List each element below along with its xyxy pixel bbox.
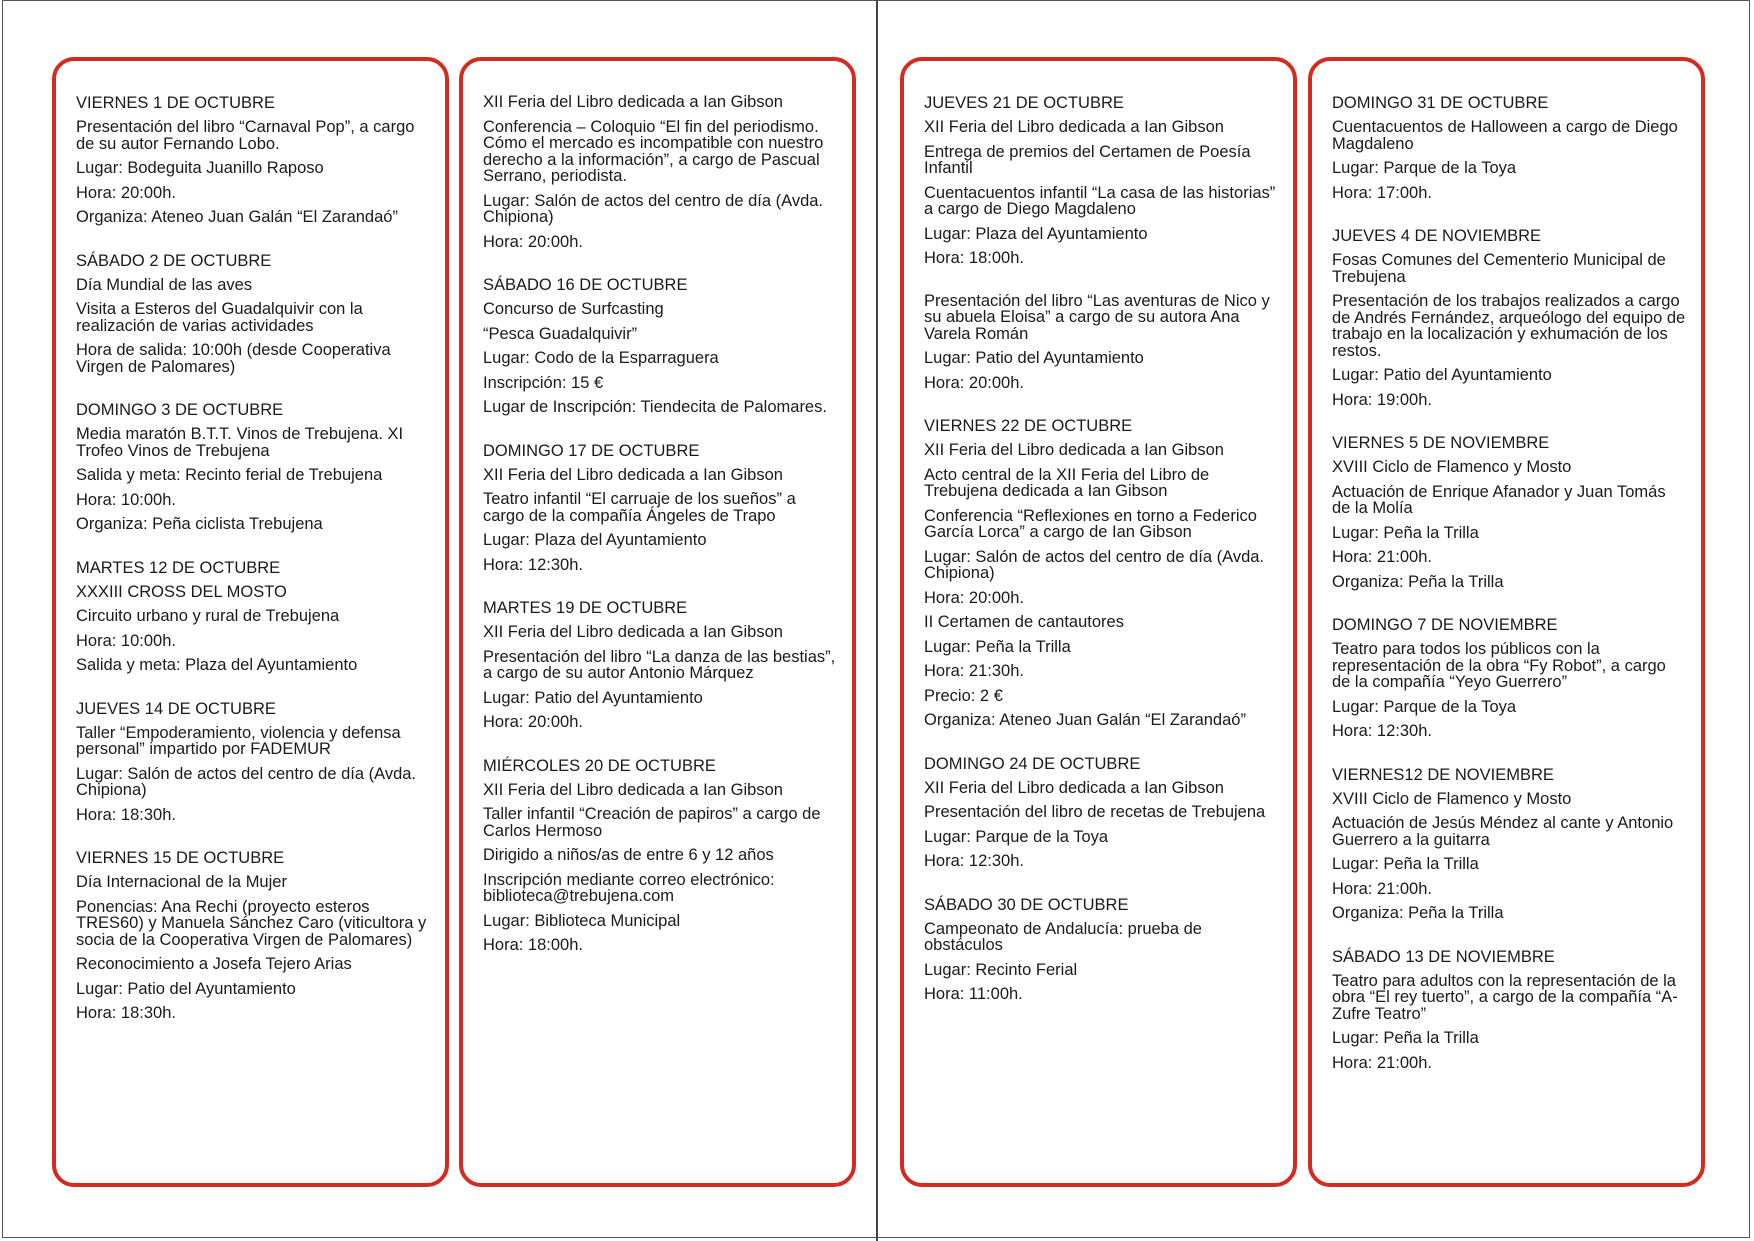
event-entry xyxy=(76,559,431,674)
event-detail-line: Hora: 20:00h. xyxy=(924,373,1024,392)
event-entry xyxy=(76,252,431,376)
event-entry xyxy=(483,94,838,250)
event-date: SÁBADO 16 DE OCTUBRE xyxy=(483,276,688,294)
schedule-panel-3 xyxy=(900,57,1297,1187)
event-entry xyxy=(1332,227,1687,408)
event-entry xyxy=(76,849,431,1022)
event-detail-line: Entrega de premios del Certamen de Poesía Infantil xyxy=(924,142,1251,177)
event-detail-line: Taller infantil “Creación de papiros” a cargo de Carlos Hermoso xyxy=(483,805,821,840)
event-date: MARTES 12 DE OCTUBRE xyxy=(76,558,281,577)
event-date: JUEVES 21 DE OCTUBRE xyxy=(924,94,1124,112)
event-detail-line: Hora: 11:00h. xyxy=(924,985,1023,1003)
event-detail-line: Precio: 2 € xyxy=(924,686,1003,705)
event-detail-line: Lugar de Inscripción: Tiendecita de Palomares. xyxy=(483,398,827,416)
event-detail-line: Hora: 20:00h. xyxy=(76,183,176,202)
event-detail-line: Hora: 21:00h. xyxy=(1332,548,1432,566)
event-detail-line: Hora: 10:00h. xyxy=(76,631,176,650)
event-detail-line: Hora: 12:30h. xyxy=(483,555,583,574)
event-detail-line: Hora: 21:00h. xyxy=(1332,1053,1432,1072)
event-detail-line: Actuación de Enrique Afanador y Juan Tomás de la Molía xyxy=(1332,482,1666,517)
event-detail-line: Acto central de la XII Feria del Libro de Trebujena dedicada a Ian Gibson xyxy=(924,465,1210,500)
event-detail-line: Día Mundial de las aves xyxy=(76,275,253,294)
event-detail-line: XVIII Ciclo de Flamenco y Mosto xyxy=(1332,789,1572,808)
event-date: VIERNES 15 DE OCTUBRE xyxy=(76,849,285,867)
event-detail-line: Lugar: Parque de la Toya xyxy=(1332,159,1517,177)
event-detail-line: Conferencia – Coloquio “El fin del periodismo. Cómo el mercado es incompatible con nuestro derecho a la información”, a cargo de Pascual Serrano, periodista. xyxy=(483,117,824,185)
event-entry xyxy=(483,599,838,731)
event-detail-line: Fosas Comunes del Cementerio Municipal de Trebujena xyxy=(1332,251,1666,286)
event-date: SÁBADO 13 DE NOVIEMBRE xyxy=(1332,947,1555,966)
event-detail-line: Hora: 20:00h. xyxy=(924,588,1024,607)
event-detail-line: Salida y meta: Plaza del Ayuntamiento xyxy=(76,656,358,674)
event-date: DOMINGO 24 DE OCTUBRE xyxy=(924,754,1141,773)
event-entry xyxy=(483,442,838,574)
event-detail-line: Hora: 17:00h. xyxy=(1332,183,1432,202)
event-detail-line: Lugar: Patio del Ayuntamiento xyxy=(1332,366,1552,384)
event-detail-line: Lugar: Salón de actos del centro de día (Avda. Chipiona) xyxy=(924,547,1265,582)
event-detail-line: Lugar: Recinto Ferial xyxy=(924,960,1078,979)
event-detail-line: Hora: 20:00h. xyxy=(483,713,583,731)
event-detail-line: Hora: 20:00h. xyxy=(483,232,583,251)
event-entry xyxy=(924,94,1279,267)
event-entry xyxy=(76,94,431,226)
event-detail-line: Cuentacuentos de Halloween a cargo de Diego Magdaleno xyxy=(1332,118,1678,153)
event-detail-line: Presentación de los trabajos realizados a cargo de Andrés Fernández, arqueólogo del equipo de trabajo en la localización y exhumación de los restos. xyxy=(1332,292,1686,360)
event-date: VIERNES 22 DE OCTUBRE xyxy=(924,417,1133,435)
event-entry xyxy=(1332,434,1687,590)
event-entry xyxy=(924,755,1279,870)
event-detail-line: Lugar: Salón de actos del centro de día (Avda. Chipiona) xyxy=(483,191,824,226)
event-date: VIERNES 1 DE OCTUBRE xyxy=(76,94,275,112)
event-entry xyxy=(1332,616,1687,740)
fold-line xyxy=(876,0,878,1241)
event-entry xyxy=(924,293,1279,392)
event-detail-line: Lugar: Patio del Ayuntamiento xyxy=(924,349,1144,367)
event-detail-line: Lugar: Peña la Trilla xyxy=(1332,855,1479,873)
event-date: MIÉRCOLES 20 DE OCTUBRE xyxy=(483,756,716,775)
event-detail-line: Día Internacional de la Mujer xyxy=(76,873,287,891)
event-detail-line: Hora: 12:30h. xyxy=(924,852,1024,870)
event-detail-line: XII Feria del Libro dedicada a Ian Gibson xyxy=(924,778,1224,797)
event-detail-line: XII Feria del Libro dedicada a Ian Gibson xyxy=(483,623,783,641)
event-detail-line: XII Feria del Libro dedicada a Ian Gibson xyxy=(483,780,783,799)
event-detail-line: Campeonato de Andalucía: prueba de obstáculos xyxy=(924,919,1202,954)
event-date: MARTES 19 DE OCTUBRE xyxy=(483,599,688,617)
event-detail-line: Presentación del libro de recetas de Trebujena xyxy=(924,803,1266,821)
event-date: JUEVES 14 DE OCTUBRE xyxy=(76,699,276,718)
event-date: DOMINGO 3 DE OCTUBRE xyxy=(76,401,284,419)
event-detail-line: Lugar: Salón de actos del centro de día (Avda. Chipiona) xyxy=(76,764,417,799)
event-detail-line: Conferencia “Reflexiones en torno a Federico García Lorca” a cargo de Ian Gibson xyxy=(924,506,1257,541)
event-detail-line: Hora: 12:30h. xyxy=(1332,722,1432,740)
event-detail-line: XII Feria del Libro dedicada a Ian Gibson xyxy=(924,118,1224,136)
event-detail-line: Organiza: Ateneo Juan Galán “El Zarandaó” xyxy=(924,711,1246,729)
event-detail-line: Ponencias: Ana Rechi (proyecto esteros TRES60) y Manuela Sánchez Caro (viticultora y socia de la Cooperativa Virgen de Palomares) xyxy=(76,897,427,949)
event-detail-line: Inscripción mediante correo electrónico: biblioteca@trebujena.com xyxy=(483,870,775,905)
event-detail-line: Hora: 19:00h. xyxy=(1332,390,1432,409)
event-detail-line: Actuación de Jesús Méndez al cante y Antonio Guerrero a la guitarra xyxy=(1332,814,1674,849)
event-detail-line: Hora: 18:30h. xyxy=(76,805,176,824)
event-entry xyxy=(76,700,431,824)
event-detail-line: Lugar: Codo de la Esparraguera xyxy=(483,349,719,367)
event-detail-line: XII Feria del Libro dedicada a Ian Gibson xyxy=(483,465,783,484)
event-entry xyxy=(483,757,838,954)
event-detail-line: Teatro para todos los públicos con la representación de la obra “Fy Robot”, a cargo de la compañía “Yeyo Guerrero” xyxy=(1332,640,1666,691)
event-detail-line: Media maratón B.T.T. Vinos de Trebujena. XI Trofeo Vinos de Trebujena xyxy=(76,425,404,460)
event-detail-line: Hora: 21:00h. xyxy=(1332,879,1432,898)
event-date: DOMINGO 17 DE OCTUBRE xyxy=(483,441,700,460)
event-detail-line: Hora: 10:00h. xyxy=(76,490,176,509)
event-detail-line: XII Feria del Libro dedicada a Ian Gibson xyxy=(924,441,1224,459)
event-detail-line: XVIII Ciclo de Flamenco y Mosto xyxy=(1332,458,1572,476)
event-detail-line: Lugar: Plaza del Ayuntamiento xyxy=(483,531,707,549)
event-date: SÁBADO 30 DE OCTUBRE xyxy=(924,895,1129,914)
event-entry xyxy=(1332,948,1687,1072)
event-entry xyxy=(924,417,1279,729)
event-entry xyxy=(76,401,431,533)
event-detail-line: Lugar: Peña la Trilla xyxy=(1332,523,1479,542)
event-detail-line: XXXIII CROSS DEL MOSTO xyxy=(76,582,287,601)
event-date: DOMINGO 31 DE OCTUBRE xyxy=(1332,94,1549,112)
event-detail-line: Circuito urbano y rural de Trebujena xyxy=(76,607,340,625)
event-date: VIERNES12 DE NOVIEMBRE xyxy=(1332,765,1554,784)
event-detail-line: Teatro para adultos con la representación de la obra “El rey tuerto”, a cargo de la compañía “A-Zufre Teatro” xyxy=(1332,971,1678,1023)
event-entry xyxy=(1332,94,1687,201)
event-detail-line: Organiza: Peña la Trilla xyxy=(1332,904,1504,922)
event-detail-line: Lugar: Peña la Trilla xyxy=(924,637,1071,656)
event-detail-line: Lugar: Plaza del Ayuntamiento xyxy=(924,224,1148,243)
event-detail-line: Lugar: Parque de la Toya xyxy=(1332,697,1517,716)
event-detail-line: Lugar: Patio del Ayuntamiento xyxy=(76,979,296,998)
schedule-panel-2 xyxy=(459,57,856,1187)
schedule-panel-1 xyxy=(52,57,449,1187)
event-detail-line: Cuentacuentos infantil “La casa de las historias” a cargo de Diego Magdaleno xyxy=(924,183,1276,218)
event-detail-line: Hora: 18:00h. xyxy=(483,936,583,954)
event-entry xyxy=(1332,766,1687,922)
event-detail-line: Presentación del libro “Las aventuras de Nico y su abuela Eloisa” a cargo de su autora Ana Varela Román xyxy=(924,291,1270,343)
event-detail-line: Hora: 18:00h. xyxy=(924,249,1024,267)
event-detail-line: Lugar: Patio del Ayuntamiento xyxy=(483,688,703,707)
schedule-panel-4 xyxy=(1308,57,1705,1187)
event-detail-line: Lugar: Peña la Trilla xyxy=(1332,1029,1479,1047)
event-entry xyxy=(924,896,1279,1003)
event-detail-line: Concurso de Surfcasting xyxy=(483,300,664,318)
event-date: VIERNES 5 DE NOVIEMBRE xyxy=(1332,434,1550,452)
event-detail-line: Lugar: Parque de la Toya xyxy=(924,827,1109,846)
event-date: SÁBADO 2 DE OCTUBRE xyxy=(76,251,272,270)
event-detail-line: Hora: 18:30h. xyxy=(76,1004,176,1022)
event-detail-line: Hora de salida: 10:00h (desde Cooperativa Virgen de Palomares) xyxy=(76,341,391,376)
event-detail-line: XII Feria del Libro dedicada a Ian Gibson xyxy=(483,93,783,111)
event-detail-line: Organiza: Peña ciclista Trebujena xyxy=(76,515,323,533)
event-detail-line: Hora: 21:30h. xyxy=(924,662,1024,680)
event-detail-line: Presentación del libro “La danza de las bestias”, a cargo de su autor Antonio Márquez xyxy=(483,647,836,682)
event-detail-line: II Certamen de cantautores xyxy=(924,613,1124,631)
event-detail-line: Organiza: Peña la Trilla xyxy=(1332,572,1504,591)
event-detail-line: Reconocimiento a Josefa Tejero Arias xyxy=(76,955,352,973)
event-detail-line: Visita a Esteros del Guadalquivir con la realización de varias actividades xyxy=(76,300,363,335)
event-detail-line: “Pesca Guadalquivir” xyxy=(483,324,638,343)
event-detail-line: Dirigido a niños/as de entre 6 y 12 años xyxy=(483,846,774,864)
event-detail-line: Salida y meta: Recinto ferial de Trebujena xyxy=(76,466,383,484)
event-detail-line: Organiza: Ateneo Juan Galán “El Zarandaó” xyxy=(76,208,398,226)
event-detail-line: Taller “Empoderamiento, violencia y defensa personal” impartido por FADEMUR xyxy=(76,723,401,758)
event-detail-line: Inscripción: 15 € xyxy=(483,373,604,392)
event-detail-line: Presentación del libro “Carnaval Pop”, a cargo de su autor Fernando Lobo. xyxy=(76,118,415,153)
event-detail-line: Teatro infantil “El carruaje de los sueños” a cargo de la compañía Ángeles de Trapo xyxy=(483,490,796,525)
event-date: JUEVES 4 DE NOVIEMBRE xyxy=(1332,227,1542,245)
event-date: DOMINGO 7 DE NOVIEMBRE xyxy=(1332,616,1558,634)
event-detail-line: Lugar: Biblioteca Municipal xyxy=(483,911,681,930)
event-detail-line: Lugar: Bodeguita Juanillo Raposo xyxy=(76,159,324,177)
event-entry xyxy=(483,276,838,416)
